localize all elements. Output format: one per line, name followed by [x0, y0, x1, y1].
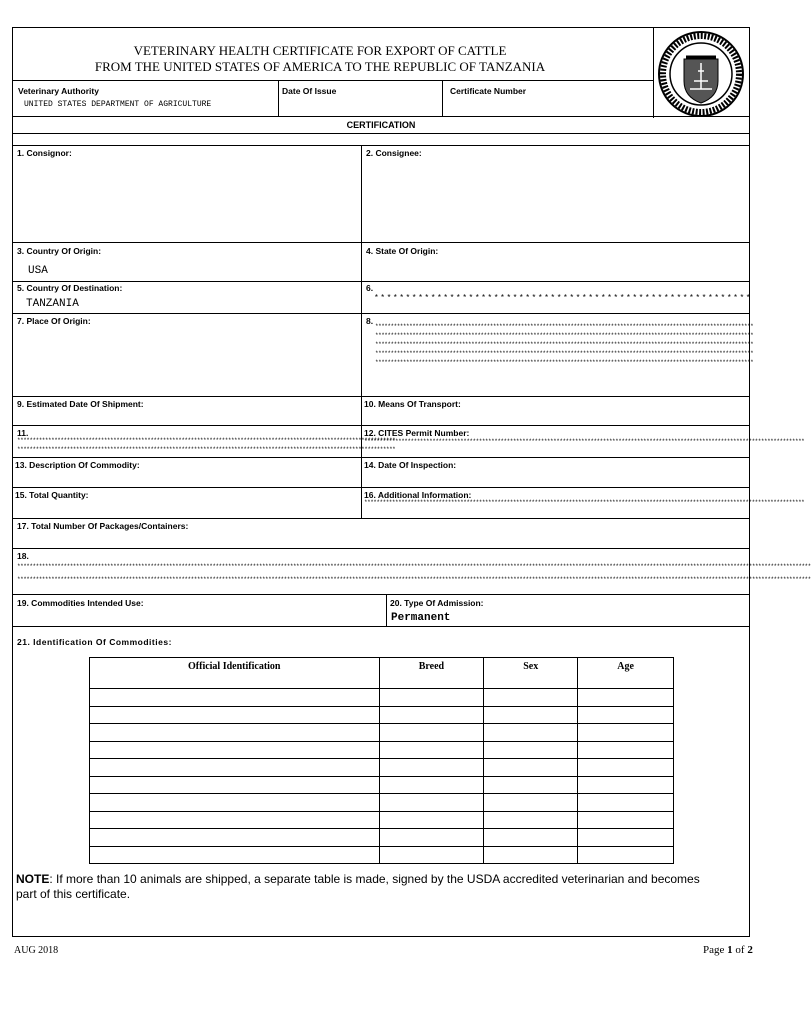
cell-breed[interactable] — [379, 776, 484, 794]
cell-breed[interactable] — [379, 846, 484, 864]
cell-breed[interactable] — [379, 794, 484, 812]
cell-age[interactable] — [578, 811, 674, 829]
additional-info-redacted: ********************************************************************************************************************************************** — [364, 499, 805, 506]
consignee-field[interactable] — [364, 160, 748, 240]
intended-use-field[interactable] — [15, 609, 384, 625]
note-text — [16, 872, 716, 902]
consignor-field[interactable] — [15, 160, 359, 240]
cell-breed[interactable] — [379, 811, 484, 829]
cell-sex[interactable] — [484, 846, 578, 864]
cell-sex[interactable] — [484, 759, 578, 777]
shipment-date-field[interactable] — [15, 410, 359, 424]
field-6-label: 6. — [366, 283, 374, 293]
cites-permit-redacted: ********************************************************************************************************************************************** — [364, 438, 805, 445]
cell-official-id[interactable] — [90, 811, 380, 829]
certificate-number-field[interactable] — [450, 96, 650, 114]
place-of-origin-label: 7. Place Of Origin: — [17, 316, 91, 326]
column-header-age: Age — [578, 658, 674, 689]
consignee-label: 2. Consignee: — [366, 148, 422, 158]
field-18-label: 18. — [17, 551, 29, 561]
country-of-origin-value[interactable]: USA — [28, 265, 48, 277]
table-row — [90, 724, 674, 742]
note-label: NOTE — [16, 872, 50, 886]
cell-breed[interactable] — [379, 706, 484, 724]
cell-age[interactable] — [578, 829, 674, 847]
column-header-breed: Breed — [379, 658, 484, 689]
table-header-row — [90, 658, 674, 689]
consignor-label: 1. Consignor: — [17, 148, 72, 158]
column-header-sex: Sex — [484, 658, 578, 689]
table-row — [90, 846, 674, 864]
cell-official-id[interactable] — [90, 689, 380, 707]
cell-official-id[interactable] — [90, 759, 380, 777]
form-title-line2: FROM THE UNITED STATES OF AMERICA TO THE REPUBLIC OF TANZANIA — [94, 59, 546, 74]
cell-age[interactable] — [578, 759, 674, 777]
cell-sex[interactable] — [484, 776, 578, 794]
date-of-issue-field[interactable] — [282, 96, 440, 114]
cell-official-id[interactable] — [90, 724, 380, 742]
cell-official-id[interactable] — [90, 829, 380, 847]
cell-sex[interactable] — [484, 811, 578, 829]
cell-age[interactable] — [578, 741, 674, 759]
section-title: CERTIFICATION — [346, 120, 416, 130]
country-of-destination-label: 5. Country Of Destination: — [17, 283, 123, 293]
total-quantity-label: 15. Total Quantity: — [15, 490, 89, 500]
field-18-redacted: **************************************************************************************************************************************************************************************************************************************************************** **************************************************************************************************************************************************************************************************************************************************************** — [17, 563, 811, 583]
identification-table — [89, 657, 674, 864]
field-11-label: 11. — [17, 428, 29, 438]
usda-seal-icon — [654, 29, 748, 119]
cell-official-id[interactable] — [90, 794, 380, 812]
country-of-origin-label: 3. Country Of Origin: — [17, 246, 102, 256]
cell-age[interactable] — [578, 689, 674, 707]
certificate-number-label: Certificate Number — [450, 86, 527, 96]
cell-breed[interactable] — [379, 759, 484, 777]
cell-age[interactable] — [578, 706, 674, 724]
note-body: : If more than 10 animals are shipped, a separate table is made, signed by the USDA accredited veterinarian and becomes part of this certificate. — [16, 872, 700, 901]
cell-sex[interactable] — [484, 724, 578, 742]
cell-sex[interactable] — [484, 829, 578, 847]
table-row — [90, 759, 674, 777]
table-row — [90, 811, 674, 829]
cell-official-id[interactable] — [90, 776, 380, 794]
place-of-origin-field[interactable] — [15, 328, 359, 394]
column-header-official-id: Official Identification — [90, 658, 380, 689]
total-quantity-field[interactable] — [15, 501, 359, 515]
country-of-destination-value[interactable]: TANZANIA — [26, 298, 79, 310]
field-11-redacted: ************************************************************************************************************************** ************************************************************************************************************************** — [17, 437, 396, 453]
packages-label: 17. Total Number Of Packages/Containers: — [17, 521, 189, 531]
packages-field[interactable] — [15, 533, 748, 547]
cell-official-id[interactable] — [90, 846, 380, 864]
identification-label: 21. Identification Of Commodities: — [17, 637, 172, 647]
admission-type-label: 20. Type Of Admission: — [390, 598, 484, 608]
intended-use-label: 19. Commodities Intended Use: — [17, 598, 144, 608]
cell-age[interactable] — [578, 724, 674, 742]
table-row — [90, 706, 674, 724]
cell-sex[interactable] — [484, 706, 578, 724]
cell-official-id[interactable] — [90, 706, 380, 724]
admission-type-value[interactable]: Permanent — [391, 612, 451, 624]
table-row — [90, 689, 674, 707]
field-8-label: 8. — [366, 316, 374, 326]
state-of-origin-label: 4. State Of Origin: — [366, 246, 439, 256]
table-row — [90, 741, 674, 759]
additional-info-label: 16. Additional Information: — [364, 490, 472, 500]
veterinary-authority-label: Veterinary Authority — [18, 86, 99, 96]
shipment-date-label: 9. Estimated Date Of Shipment: — [17, 399, 144, 409]
inspection-date-field[interactable] — [364, 471, 748, 485]
form-date: AUG 2018 — [14, 945, 59, 956]
inspection-date-label: 14. Date Of Inspection: — [364, 460, 457, 470]
cell-breed[interactable] — [379, 741, 484, 759]
cites-permit-label: 12. CITES Permit Number: — [364, 428, 470, 438]
table-row — [90, 794, 674, 812]
cell-age[interactable] — [578, 776, 674, 794]
date-of-issue-label: Date Of Issue — [282, 86, 337, 96]
cell-age[interactable] — [578, 794, 674, 812]
commodity-description-label: 13. Description Of Commodity: — [15, 460, 140, 470]
cell-official-id[interactable] — [90, 741, 380, 759]
cell-sex[interactable] — [484, 689, 578, 707]
means-of-transport-field[interactable] — [364, 410, 748, 424]
means-of-transport-label: 10. Means Of Transport: — [364, 399, 461, 409]
cell-breed[interactable] — [379, 689, 484, 707]
field-6-redacted: ************************************************************ — [374, 294, 753, 303]
cell-breed[interactable] — [379, 724, 484, 742]
veterinary-authority-value: UNITED STATES DEPARTMENT OF AGRICULTURE — [24, 100, 212, 109]
cell-sex[interactable] — [484, 794, 578, 812]
form-title-line1: VETERINARY HEALTH CERTIFICATE FOR EXPORT OF CATTLE — [133, 43, 507, 58]
table-row — [90, 776, 674, 794]
cell-sex[interactable] — [484, 741, 578, 759]
field-8-redacted: ************************************************************************************************************************** ************************************************************************************************************************** ************************************************************************************************************************** ************************************************************************************************************************** ************************************************************************************************************************** — [375, 323, 754, 366]
commodity-description-field[interactable] — [15, 471, 359, 485]
cell-age[interactable] — [578, 846, 674, 864]
cell-breed[interactable] — [379, 829, 484, 847]
page-indicator: Page 1 of 2 — [703, 944, 753, 956]
table-row — [90, 829, 674, 847]
state-of-origin-field[interactable] — [364, 258, 748, 280]
